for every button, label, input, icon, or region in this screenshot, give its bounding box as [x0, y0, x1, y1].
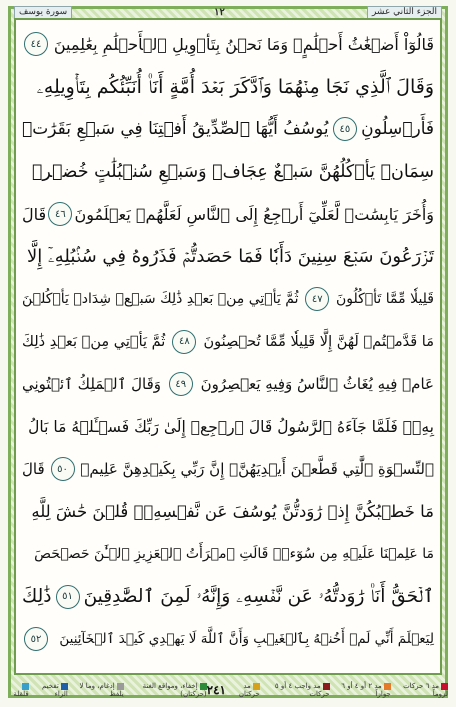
- verse-text: ٱلۡحَقُّ أَنَا۠ رَٰوَدتُّهُۥ عَن نَّفۡسِهِۦ وَإِنَّهُۥ لَمِنَ ٱلصَّٰدِقِينَ: [83, 586, 434, 607]
- verse-text: يُوسُفُ أَيُّهَا ٱلصِّدِّيقُ أَفۡتِنَا فِي سَبۡعِ بَقَرَٰتٖ: [22, 119, 329, 139]
- quran-line: [22, 237, 434, 277]
- verse-text: مَا قَدَّمۡتُمۡ لَهُنَّ إِلَّا قَلِيلٗا مِّمَّا تُحۡصِنُونَ: [203, 333, 434, 350]
- verse-number-marker: ٤٩: [169, 372, 193, 396]
- verse-text: عَامٞ فِيهِ يُغَاثُ ٱلنَّاسُ وَفِيهِ يَعۡصِرُونَ: [200, 375, 434, 393]
- quran-line: [22, 279, 434, 319]
- verse-text: قَلِيلٗا مِّمَّا تَأۡكُلُونَ: [335, 291, 434, 307]
- verse-text: قَالَ: [22, 460, 45, 478]
- verse-number-marker: ٥١: [56, 585, 80, 609]
- footer-page-number: ٢٤١: [206, 683, 226, 697]
- verse-text: ثُمَّ يَأۡتِي مِنۢ بَعۡدِ ذَٰلِكَ سَبۡعٞ شِدَادٞ يَأۡكُلۡنَ: [22, 291, 299, 307]
- verse-number-marker: ٤٤: [24, 32, 48, 56]
- verse-text: ثُمَّ يَأۡتِي مِنۢ بَعۡدِ ذَٰلِكَ: [22, 333, 166, 350]
- quran-line: [22, 109, 434, 149]
- legend-item: إدغام، وما لا يلفظ: [79, 682, 124, 698]
- verse-text: مَا خَطۡبُكُنَّ إِذۡ رَٰوَدتُّنَّ يُوسُفَ عَن نَّفۡسِهِۦۚ قُلۡنَ حَٰشَ لِلَّهِ: [31, 502, 434, 521]
- verse-text: مَا عَلِمۡنَا عَلَيۡهِ مِن سُوٓءٖۚ قَالَتِ ٱمۡرَأَتُ ٱلۡعَزِيزِ ٱلۡـَٰٔنَ حَصۡحَصَ: [34, 546, 434, 562]
- quran-line: [22, 577, 434, 617]
- quran-line: [22, 24, 434, 64]
- verse-number-marker: ٤٨: [172, 330, 196, 354]
- verse-text: وَقَالَ ٱلَّذِي نَجَا مِنۡهُمَا وَٱدَّكَرَ بَعۡدَ أُمَّةٍ أَنَا۠ أُنَبِّئُكُم بِتَأۡوِيلِهِۦ: [36, 75, 434, 98]
- verse-text: تَزۡرَعُونَ سَبۡعَ سِنِينَ دَأَبٗا فَمَا حَصَدتُّمۡ فَذَرُوهُ فِي سُنۢبُلِهِۦٓ إِلَّا: [26, 246, 434, 267]
- tajweed-legend-right: [226, 682, 448, 698]
- verse-text: بِهِۦۖ فَلَمَّا جَآءَهُ ٱلرَّسُولُ قَالَ ٱرۡجِعۡ إِلَىٰ رَبِّكَ فَسۡـَٔلۡهُ مَا بَالُ: [28, 417, 434, 436]
- verse-text: ذَٰلِكَ: [22, 586, 52, 607]
- verse-number-marker: ٥٠: [51, 457, 75, 481]
- legend-item: مد ٦ حركات لزوماً: [403, 682, 448, 698]
- verse-number-marker: ٤٧: [305, 287, 329, 311]
- verse-text: قَالُوٓاْ أَضۡغَٰثُ أَحۡلَٰمٍۖ وَمَا نَحۡنُ بِتَأۡوِيلِ ٱلۡأَحۡلَٰمِ بِعَٰلِمِينَ: [53, 34, 434, 54]
- quran-line: [22, 364, 434, 404]
- legend-item: مد ٢ أو ٤ أو ٦ جوازاً: [341, 682, 391, 698]
- quran-line: [22, 407, 434, 447]
- legend-item: قلقلة: [8, 682, 29, 698]
- quran-line: [22, 619, 434, 659]
- quran-line: [22, 534, 434, 574]
- quran-line: [22, 67, 434, 107]
- quran-line: [22, 152, 434, 192]
- verse-text: فَأَرۡسِلُونِ: [361, 119, 434, 139]
- verse-number-marker: ٥٢: [24, 627, 48, 651]
- legend-item: مد واجب ٤ أو ٥ حركات: [274, 682, 330, 698]
- legend-item: إخفاء، ومواقع الغنة (حركتان): [142, 682, 207, 698]
- quran-line: [22, 449, 434, 489]
- quran-line: [22, 492, 434, 532]
- quran-line: [22, 322, 434, 362]
- quran-text-area: [22, 24, 434, 664]
- verse-text: لِيَعۡلَمَ أَنِّي لَمۡ أَخُنۡهُ بِٱلۡغَيۡبِ وَأَنَّ ٱللَّهَ لَا يَهۡدِي كَيۡدَ ٱلۡخَآئِنِينَ: [59, 631, 434, 647]
- surah-label: سورة يوسف: [14, 6, 72, 19]
- legend-item: تفخيم الراء: [42, 682, 68, 698]
- legend-item: مد حركتان: [238, 682, 260, 698]
- quran-line: [22, 194, 434, 234]
- tajweed-legend-left: [8, 682, 207, 698]
- verse-number-marker: ٤٥: [333, 117, 357, 141]
- verse-text: ٱلنِّسۡوَةِ ٱلَّٰتِي قَطَّعۡنَ أَيۡدِيَهُنَّۚ إِنَّ رَبِّي بِكَيۡدِهِنَّ عَلِيمٞ: [80, 460, 434, 478]
- verse-text: وَقَالَ ٱلۡمَلِكُ ٱئۡتُونِي: [22, 375, 161, 393]
- verse-text: وَأُخَرَ يَابِسَٰتٖ لَّعَلِّيٓ أَرۡجِعُ إِلَى ٱلنَّاسِ لَعَلَّهُمۡ يَعۡلَمُونَ: [74, 204, 434, 224]
- page-header: [14, 6, 442, 18]
- page-footer: [8, 680, 448, 700]
- verse-number-marker: ٤٦: [48, 202, 72, 226]
- verse-text: قَالَ: [22, 204, 47, 224]
- verse-text: سِمَانٖ يَأۡكُلُهُنَّ سَبۡعٌ عِجَافٞ وَسَبۡعِ سُنۢبُلَٰتٍ خُضۡرٖ: [31, 161, 434, 182]
- header-page-number: ١٢: [214, 6, 225, 18]
- juz-label: الجزء الثاني عشر: [367, 6, 442, 19]
